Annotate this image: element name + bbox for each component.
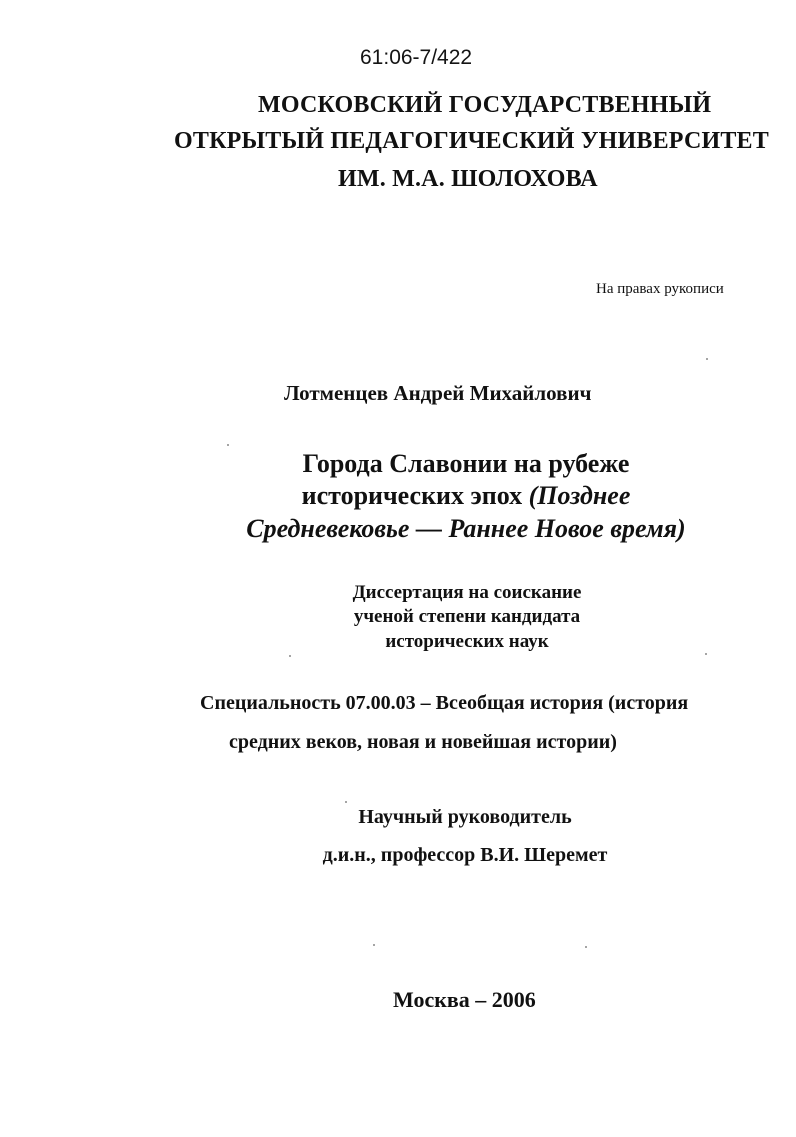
dissertation-title-line-2: [0, 480, 796, 512]
rights-note: На правах рукописи: [596, 281, 724, 297]
scan-speck: [705, 653, 707, 655]
supervisor-label: Научный руководитель: [358, 806, 572, 828]
title-regular-part: исторических эпох: [301, 481, 529, 510]
catalog-code: 61:06-7/422: [360, 46, 473, 69]
specialty-line-2: средних веков, новая и новейшая истории): [229, 731, 617, 753]
dissertation-title-line-1: Города Славонии на рубеже: [302, 449, 630, 478]
supervisor-name: д.и.н., профессор В.И. Шеремет: [322, 844, 608, 866]
scan-speck: [345, 801, 347, 803]
degree-line-1: Диссертация на соискание: [352, 582, 582, 603]
place-and-year: Москва – 2006: [393, 987, 536, 1012]
author-name: Лотменцев Андрей Михайлович: [284, 381, 592, 405]
university-name-line-2: ОТКРЫТЫЙ ПЕДАГОГИЧЕСКИЙ УНИВЕРСИТЕТ: [174, 128, 769, 154]
university-name-line-1: МОСКОВСКИЙ ГОСУДАРСТВЕННЫЙ: [258, 92, 712, 118]
scan-speck: [373, 944, 375, 946]
title-italic-part: (Позднее: [528, 481, 631, 510]
dissertation-title-line-3: Средневековье — Раннее Новое время): [246, 514, 686, 543]
scan-speck: [706, 358, 708, 360]
university-name-line-3: ИМ. М.А. ШОЛОХОВА: [338, 166, 598, 192]
specialty-line-1: Специальность 07.00.03 – Всеобщая история (история: [200, 692, 689, 714]
scan-speck: [585, 946, 587, 948]
degree-line-3: исторических наук: [385, 631, 549, 652]
scan-speck: [289, 655, 291, 657]
degree-line-2: ученой степени кандидата: [353, 606, 581, 627]
scan-speck: [227, 444, 229, 446]
